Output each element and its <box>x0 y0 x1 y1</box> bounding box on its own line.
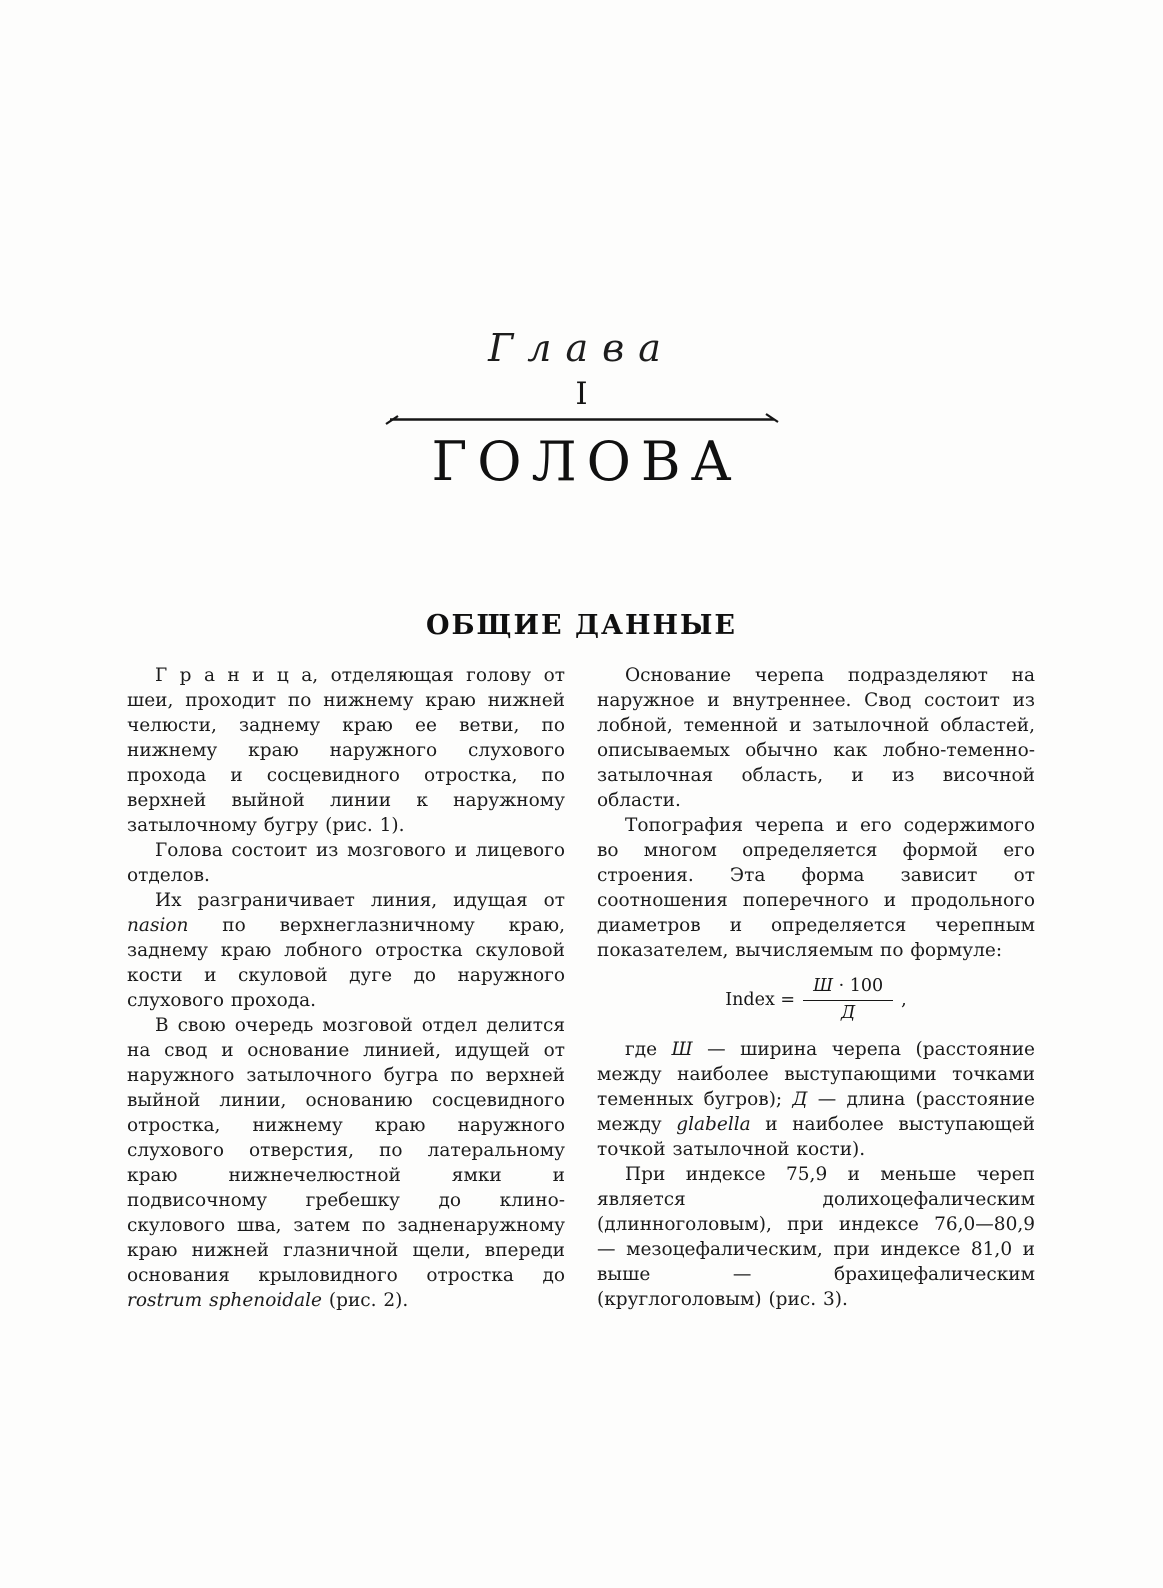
left-column <box>127 663 565 1313</box>
paragraph-border-definition: Г р а н и ц а, отделяющая голову от шеи, проходит по нижнему краю нижней челюсти, заднему краю ее ветви, по нижнему краю наружного слухового прохода и сосцевидного отростка, по верхней выйной линии к наружному затылочному бугру (рис. 1). <box>127 665 565 836</box>
text-columns <box>127 663 1035 1313</box>
chapter-title: ГОЛОВА <box>431 430 742 493</box>
section-title: ОБЩИЕ ДАННЫЕ <box>425 610 738 641</box>
paragraph-head-parts: Голова состоит из мозгового и лицевого отделов. <box>127 840 565 886</box>
formula-denominator: Д <box>841 1002 856 1023</box>
paragraph-skull-base: Основание черепа подразделяют на наружное и внутреннее. Свод состоит из лобной, теменной и затылочной областей, описываемых обычно как лобно-теменно-затылочная область, и из височной области. <box>597 665 1035 811</box>
chapter-heading <box>0 326 1163 493</box>
right-column <box>597 663 1035 1313</box>
formula-lhs: Index = <box>725 990 796 1011</box>
formula-numerator: Ш · 100 <box>803 976 893 1001</box>
formula-comma: , <box>901 990 907 1011</box>
paragraph-index-explanation: где Ш — ширина черепа (расстояние между наиболее выступающими точками теменных бугров); Д — длина (расстояние между glabella и наиболее выступающей точкой затылочной кости). <box>597 1038 1035 1160</box>
paragraph-vault-base: В свою очередь мозговой отдел делится на свод и основание линией, идущей от наружного затылочного бугра по верхней выйной линии, основанию сосцевидного отростка, нижнему краю наружного слухового отверстия, по латеральному краю нижнечелюстной ямки и подвисочному гребешку до клино-скулового шва, затем по задненаружному краю нижней глазничной щели, впереди основания крыловидного отростка до rostrum sphenoidale (рис. 2). <box>127 1015 565 1311</box>
paragraph-topography: Топография черепа и его содержимого во многом определяется формой его строения. Эта форма зависит от соотношения поперечного и продольного диаметров и определяется черепным показателем, вычисляемым по формуле: <box>597 815 1035 961</box>
paragraph-index-ranges: При индексе 75,9 и меньше череп является долихоцефалическим (длинноголовым), при индексе 76,0—80,9 — мезоцефалическим, при индексе 81,0 и выше — брахицефалическим (круглоголовым) (рис. 3). <box>597 1163 1035 1310</box>
formula-fraction <box>803 976 893 1025</box>
paragraph-dividing-line: Их разграничивает линия, идущая от nasion по верхнеглазничному краю, заднему краю лобного отростка скуловой кости и скуловой дуге до наружного слухового прохода. <box>127 890 565 1011</box>
chapter-rule-line <box>383 410 781 428</box>
index-formula <box>597 976 1035 1025</box>
chapter-number: I <box>575 376 588 412</box>
chapter-label: Глава <box>488 326 675 370</box>
